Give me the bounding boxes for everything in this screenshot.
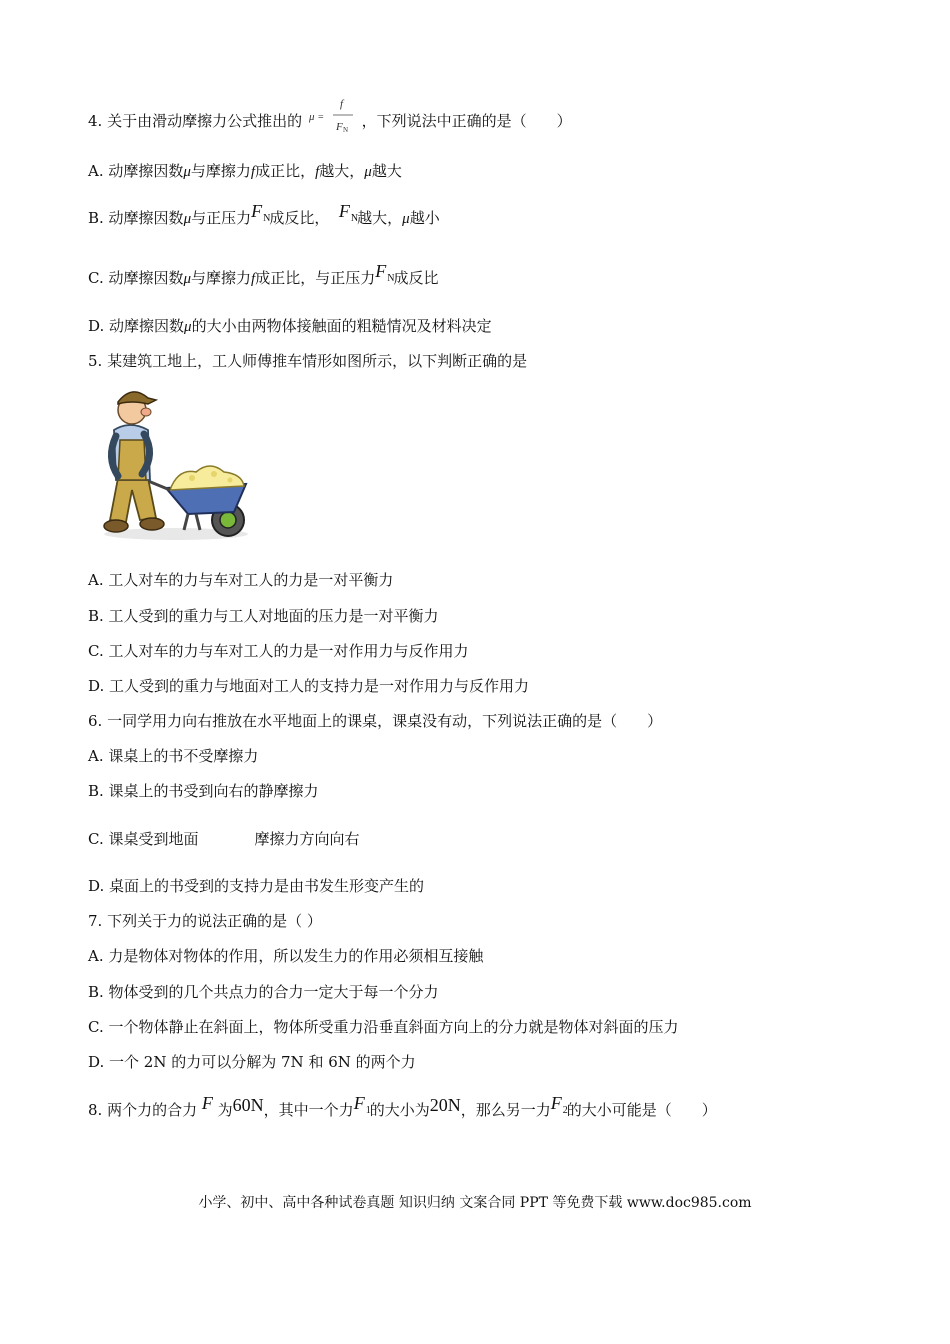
q4-option-b <box>88 201 440 231</box>
F2-symbol <box>550 1093 568 1116</box>
q6-option-b: B. 课桌上的书受到向右的静摩擦力 <box>88 782 319 800</box>
worker-boot <box>104 520 128 532</box>
worker-cap <box>118 392 156 404</box>
fn-symbol <box>338 201 359 224</box>
sand-lump <box>228 478 233 483</box>
f-symbol: f <box>315 164 320 180</box>
worker-wheelbarrow-svg <box>96 380 256 545</box>
formula-eq: = <box>317 112 324 123</box>
text: D. 动摩擦因数 <box>88 317 185 335</box>
text: 越大， <box>319 162 365 180</box>
mu-symbol: μ <box>402 211 410 227</box>
text: 的大小由两物体接触面的粗糙情况及材料决定 <box>191 317 492 335</box>
fn-symbol <box>375 261 395 284</box>
text: C. 课桌受到地面 <box>88 830 199 848</box>
page-footer: 小学、初中、高中各种试卷真题 知识归纳 文案合同 PPT 等免费下载 www.doc985.com <box>198 1195 752 1211</box>
N-sub: N <box>350 213 359 224</box>
q6-option-d: D. 桌面上的书受到的支持力是由书发生形变产生的 <box>88 877 425 895</box>
sand-lump <box>189 475 195 481</box>
q5-option-d: D. 工人受到的重力与地面对工人的支持力是一对作用力与反作用力 <box>88 677 530 695</box>
value-60N: 60N <box>232 1095 264 1115</box>
text: 与摩擦力 <box>190 162 251 180</box>
F-letter: F <box>251 201 263 221</box>
text: 越大 <box>371 162 402 180</box>
wheelbarrow-legs <box>184 514 200 530</box>
formula-denominator-sub: N <box>342 126 348 134</box>
f-symbol: f <box>251 271 256 287</box>
F-letter: F <box>550 1093 562 1113</box>
q6-stem: 6. 一同学用力向右推放在水平地面上的课桌，课桌没有动，下列说法正确的是（ ） <box>88 712 663 730</box>
q4-stem-post: ，下列说法中正确的是（ ） <box>361 112 572 130</box>
sand-load <box>170 466 244 490</box>
text: ，那么另一力 <box>460 1101 551 1119</box>
worker-trousers <box>110 478 156 522</box>
F-symbol: F <box>201 1093 213 1113</box>
text: 8. 两个力的合力 <box>88 1101 198 1119</box>
q5-option-c: C. 工人对车的力与车对工人的力是一对作用力与反作用力 <box>88 642 469 660</box>
q7-option-a: A. 力是物体对物体的作用，所以发生力的作用必须相互接触 <box>88 947 484 965</box>
mu-symbol: μ <box>183 211 192 227</box>
text: A. 动摩擦因数 <box>88 162 184 180</box>
q7-option-d: D. 一个 2N 的力可以分解为 7N 和 6N 的两个力 <box>88 1053 416 1071</box>
sub-2: 2 <box>562 1105 568 1116</box>
text: C. 动摩擦因数 <box>88 269 184 287</box>
text: 摩擦力方向向右 <box>254 830 360 848</box>
mu-symbol: μ <box>183 271 192 287</box>
text: B. 动摩擦因数 <box>88 209 184 227</box>
worker-wheelbarrow-illustration <box>96 380 256 545</box>
mu-symbol: μ <box>364 164 372 180</box>
q5-stem: 5. 某建筑工地上，工人师傅推车情形如图所示，以下判断正确的是 <box>88 352 528 370</box>
friction-formula <box>309 94 355 138</box>
q7-option-b: B. 物体受到的几个共点力的合力一定大于每一个分力 <box>88 983 439 1001</box>
N-sub: N <box>263 213 271 224</box>
q6-option-c <box>88 829 360 849</box>
F1-symbol <box>353 1093 371 1116</box>
q6-option-a: A. 课桌上的书不受摩擦力 <box>88 747 259 765</box>
formula-numerator: f <box>339 98 343 110</box>
text: ，其中一个力 <box>263 1101 354 1119</box>
text: 成反比 <box>393 269 439 287</box>
formula-svg <box>309 94 355 138</box>
q4-stem <box>88 100 572 144</box>
sub-1: 1 <box>365 1105 371 1116</box>
worker-nose <box>141 408 151 416</box>
q5-option-a: A. 工人对车的力与车对工人的力是一对平衡力 <box>88 571 394 589</box>
wheel-hub <box>220 512 236 528</box>
F-letter: F <box>375 261 387 281</box>
sand-lump <box>211 471 217 477</box>
q7-option-c: C. 一个物体静止在斜面上，物体所受重力沿垂直斜面方向上的分力就是物体对斜面的压力 <box>88 1018 679 1036</box>
worker-boot <box>140 518 164 530</box>
text: 越大， <box>357 209 403 227</box>
q7-stem: 7. 下列关于力的说法正确的是（ ） <box>88 912 322 930</box>
f-symbol: f <box>250 164 256 180</box>
F-letter: F <box>353 1093 365 1113</box>
q4-option-d <box>88 316 492 337</box>
q5-option-b: B. 工人受到的重力与工人对地面的压力是一对平衡力 <box>88 607 439 625</box>
formula-denominator: F <box>335 121 343 133</box>
q4-option-c <box>88 261 439 291</box>
fn-symbol <box>251 201 271 224</box>
q4-option-a <box>88 161 402 182</box>
text: 成正比， <box>255 162 316 180</box>
text: 成正比，与正压力 <box>255 269 376 287</box>
text: 的大小为 <box>369 1101 430 1119</box>
q8-stem <box>88 1093 717 1123</box>
text: 成反比， <box>269 209 330 227</box>
mu-symbol: μ <box>184 319 192 335</box>
text: 的大小可能是（ ） <box>566 1101 717 1119</box>
q4-stem-text: 4. 关于由滑动摩擦力公式推出的 <box>88 112 303 130</box>
text: 与摩擦力 <box>191 269 252 287</box>
text: 为 <box>217 1101 233 1119</box>
F-letter: F <box>338 201 350 221</box>
formula-mu: μ <box>308 111 315 123</box>
text: 越小 <box>409 209 440 227</box>
value-20N: 20N <box>429 1095 461 1115</box>
mu-symbol: μ <box>183 164 191 180</box>
text: 与正压力 <box>191 209 252 227</box>
N-sub: N <box>387 273 395 284</box>
